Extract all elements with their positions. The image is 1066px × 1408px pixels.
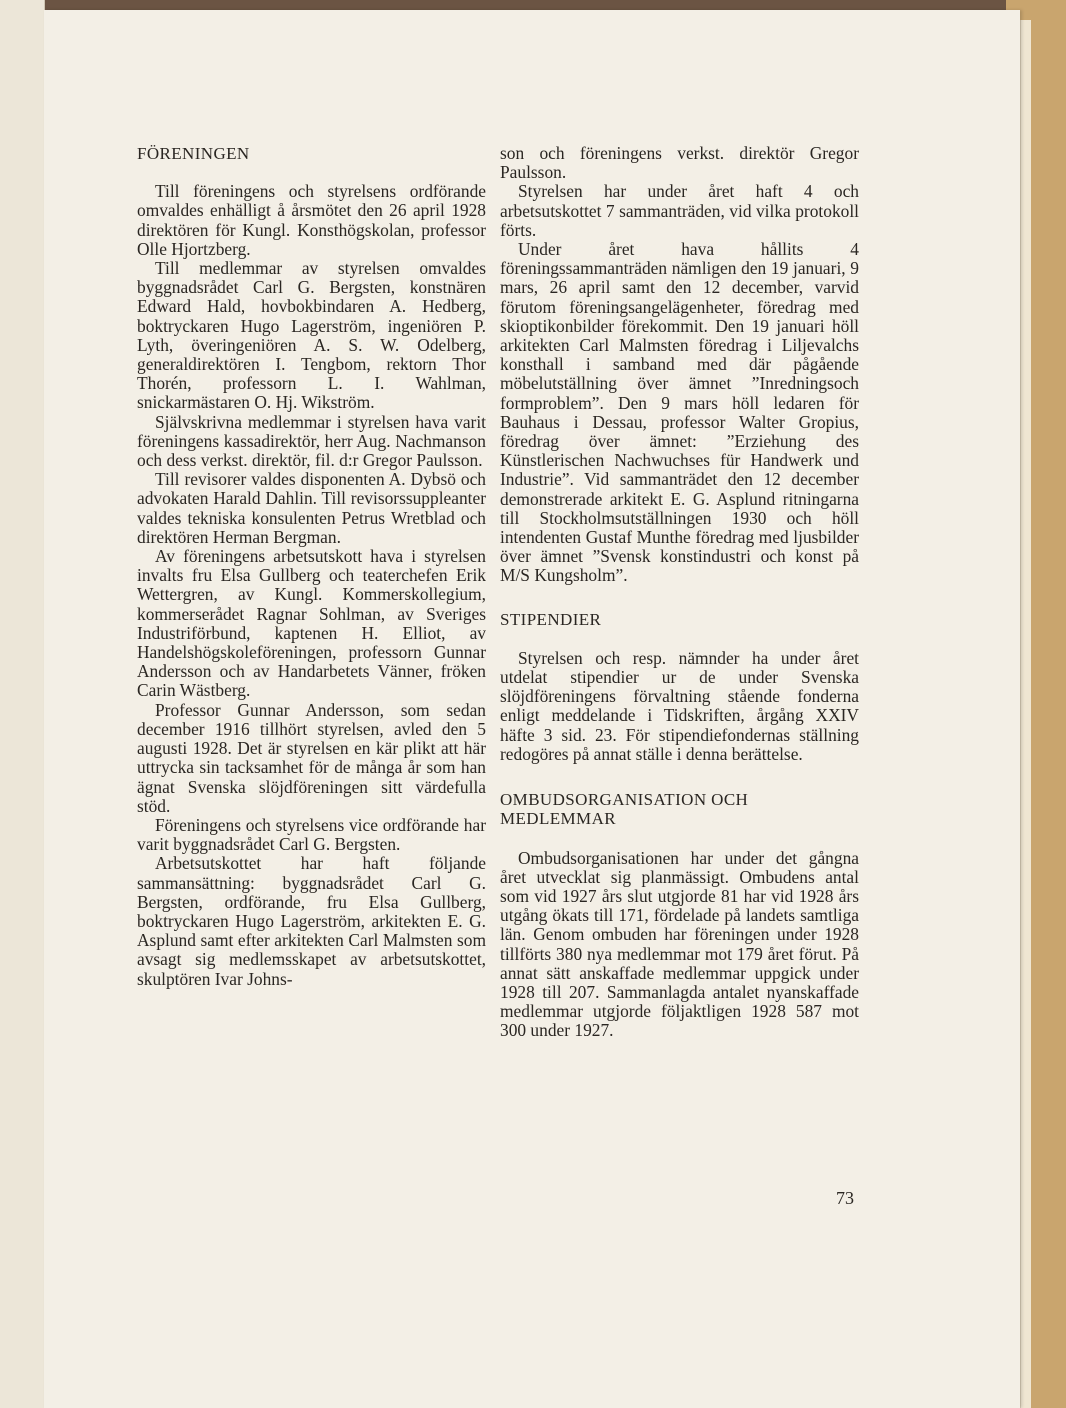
next-page-edge — [1020, 20, 1031, 1408]
section-heading-foreningen: FÖRENINGEN — [137, 144, 250, 163]
paragraph-continuation: son och föreningens verkst. direktör Gregor Paulsson. — [500, 143, 859, 183]
paragraph: Till föreningens och styrelsens ordförande omvaldes enhälligt å årsmötet den 26 april 1928 direktören för Kungl. Konsthögskolan, professor Olle Hjortzberg. — [137, 181, 486, 259]
section-heading-stipendier: STIPENDIER — [500, 609, 602, 629]
left-column — [137, 144, 486, 989]
page-number: 73 — [836, 1188, 854, 1208]
paragraph: Till medlemmar av styrelsen omvaldes byggnadsrådet Carl G. Bergsten, konstnären Edward Hald, hovbokbindaren A. Hedberg, boktryckaren Hugo Lagerström, ingeniören P. Lyth, överingeniören A. S. W. Odelberg, generaldirektören I. Tengbom, rektorn Thor Thorén, professorn L. I. Wahlman, snickarmästaren O. Hj. Wikström. — [137, 258, 486, 413]
paragraph: Föreningens och styrelsens vice ordförande har varit byggnadsrådet Carl G. Bergsten. — [137, 814, 486, 855]
paragraph: Till revisorer valdes disponenten A. Dybsö och advokaten Harald Dahlin. Till revisorssuppleanter valdes tekniska konsulenten Petrus Wretblad och direktören Herman Bergman. — [137, 469, 486, 547]
paragraph: Av föreningens arbetsutskott hava i styrelsen invalts fru Elsa Gullberg och teaterchefen Erik Wettergren, av Kungl. Kommerskollegium, kommerserådet Ragnar Sohlman, av Sveriges Industriförbund, kaptenen H. Elliot, av Handelshögskoleföreningen, professorn Gunnar Andersson och av Handarbetets Vänner, fröken Carin Wästberg. — [137, 546, 486, 701]
paragraph: Ombudsorganisationen har under det gångna året utvecklat sig planmässigt. Ombudens antal som vid 1927 års slut utgjorde 81 har vid 1928 års utgång ökats till 171, fördelade på landets samtliga län. Genom ombuden har föreningen under 1928 tillförts 380 nya medlemmar mot 179 året förut. På annat sätt anskaffade medlemmar uppgick under 1928 till 207. Sammanlagda antalet nyanskaffade medlemmar utgjorde följaktligen 1928 587 mot 300 under 1927. — [500, 847, 859, 1041]
paragraph: Styrelsen och resp. nämnder ha under året utdelat stipendier ur de under Svenska slöjdföreningens förvaltning stående fonderna enligt meddelande i Tidskriften, årgång XXIV häfte 3 sid. 23. För stipendiefondernas ställning redogöres på annat ställe i denna berättelse. — [500, 647, 859, 764]
paragraph: Professor Gunnar Andersson, som sedan december 1916 tillhört styrelsen, avled den 5 augusti 1928. Det är styrelsen en kär plikt att här uttrycka sin tacksamhet för de många år som han ägnat Svenska slöjdföreningen sitt värdefulla stöd. — [137, 699, 486, 816]
paragraph: Arbetsutskottet har haft följande sammansättning: byggnadsrådet Carl G. Bergsten, ordförande, fru Elsa Gullberg, boktryckaren Hugo Lagerström, arkitekten E. G. Asplund samt efter arkitekten Carl Malmsten som avsagt sig medlemsskapet av arbetsutskottet, skulptören Ivar Johns- — [137, 853, 486, 989]
right-column — [500, 144, 859, 1041]
paragraph: Under året hava hållits 4 föreningssammanträden nämligen den 19 januari, 9 mars, 26 april samt den 12 december, varvid förutom föreningsangelägenheter, föredrag med skioptikonbilder förekommit. Den 19 januari höll arkitekten Carl Malmsten föredrag i Liljevalchs konsthall i samband med där pågående möbelutställning över ämnet ”Inredningsoch formproblem”. Den 9 mars höll ledaren för Bauhaus i Dessau, professor Walter Gropius, föredrag över ämnet: ”Erziehung des Künstlerischen Nachwuchses für Handwerk und Industrie”. Vid sammanträdet den 12 december demonstrerade arkitekt E. G. Asplund ritningarna till Stockholmsutställningen 1930 och höll intendenten Gustaf Munthe föredrag med ljusbilder över ämnet ”Svensk konstindustri och konst på M/S Kungsholm”. — [500, 239, 859, 586]
section-heading-ombudsorganisation: OMBUDSORGANISATION OCH MEDLEMMAR — [500, 790, 749, 829]
paragraph: Styrelsen har under året haft 4 och arbetsutskottet 7 sammanträden, vid vilka protokoll förts. — [500, 181, 859, 240]
previous-page-edge — [0, 0, 45, 1408]
paragraph: Självskrivna medlemmar i styrelsen hava varit föreningens kassadirektör, herr Aug. Nachmanson och dess verkst. direktör, fil. d:r Gregor Paulsson. — [137, 411, 486, 471]
document-page — [44, 10, 1020, 1408]
